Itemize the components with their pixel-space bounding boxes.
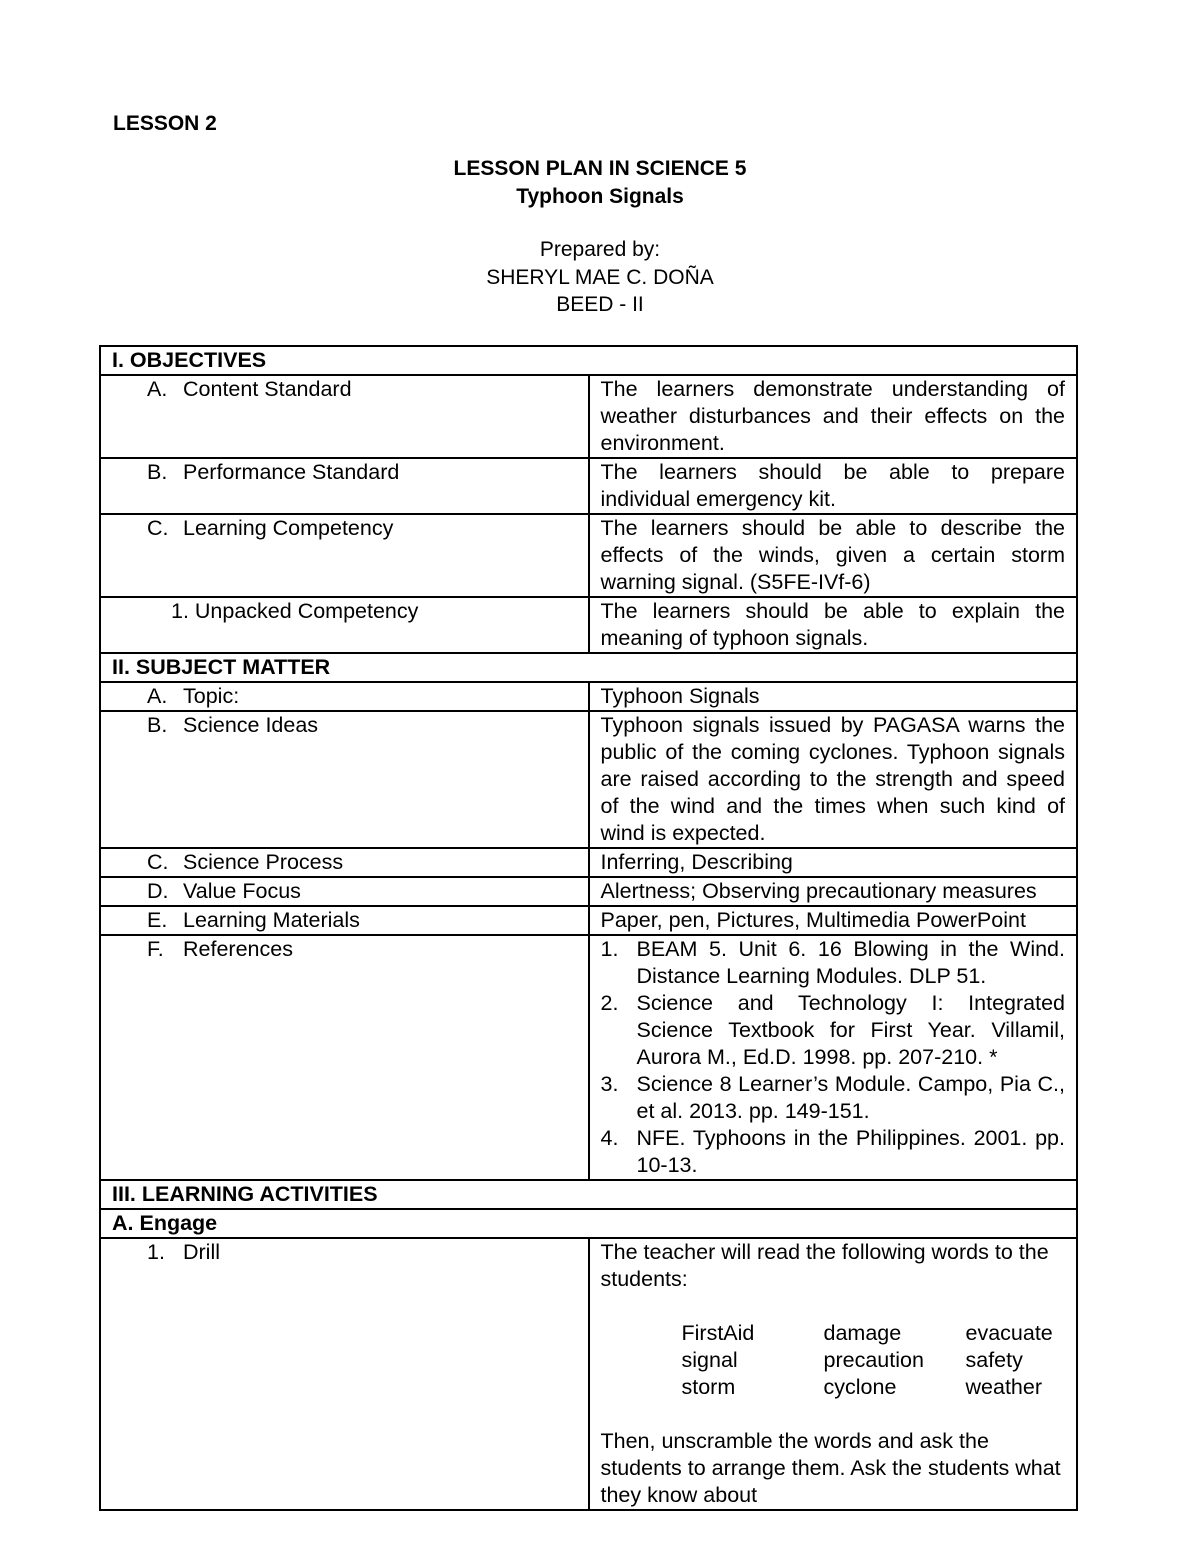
table-row [100,1238,1077,1510]
prepared-by-label: Prepared by: [539,238,661,261]
table-row [100,935,1077,1180]
table-row [100,514,1077,597]
subsection-engage [100,1209,1077,1238]
word: precaution [823,1348,924,1372]
word: storm [681,1375,736,1399]
row-value: The learners should be able to describe the effects of the winds, given a certain storm warning signal. (S5FE-IVf-6) [589,514,1078,597]
references-list [601,936,1066,1179]
row-value: Typhoon Signals [589,682,1078,711]
author-name: SHERYL MAE C. DOÑA [486,266,714,289]
table-row [100,682,1077,711]
section-objectives [100,346,1077,375]
row-label: A. Content Standard [100,375,589,458]
word: evacuate [965,1321,1053,1345]
section-heading: I. OBJECTIVES [100,346,1077,375]
row-label: C. Learning Competency [100,514,589,597]
table-row [100,848,1077,877]
table-row [100,877,1077,906]
word: cyclone [823,1375,897,1399]
document-title: LESSON PLAN IN SCIENCE 5 [453,157,747,180]
word: safety [965,1348,1023,1372]
row-label: A. Topic: [100,682,589,711]
row-value: Typhoon signals issued by PAGASA warns the public of the coming cyclones. Typhoon signals are raised according to the strength and speed of the wind and the times when such kind of wind is expected. [589,711,1078,848]
row-value: The learners should be able to prepare individual emergency kit. [589,458,1078,514]
list-item: 2. Science and Technology I: Integrated Science Textbook for First Year. Villamil, Aurora M., Ed.D. 1998. pp. 207-210. * [600,991,1065,1069]
row-label: E. Learning Materials [100,906,589,935]
word: weather [965,1375,1042,1399]
references-list-cell [589,935,1078,1180]
row-value: Alertness; Observing precautionary measures [589,877,1078,906]
drill-outro: Then, unscramble the words and ask the students to arrange them. Ask the students what they know about [600,1429,1061,1507]
table-row [100,458,1077,514]
table-row [100,597,1077,653]
section-heading: II. SUBJECT MATTER [100,653,1077,682]
document-subtitle: Typhoon Signals [516,185,684,208]
row-value: The learners should be able to explain the meaning of typhoon signals. [589,597,1078,653]
lesson-plan-table [99,345,1078,1511]
list-item: 3. Science 8 Learner’s Module. Campo, Pia C., et al. 2013. pp. 149-151. [600,1072,1065,1123]
row-label: F. References [100,935,589,1180]
row-label: B. Science Ideas [100,711,589,848]
row-label: 1. Drill [100,1238,589,1510]
word: FirstAid [681,1321,755,1345]
word: signal [681,1348,738,1372]
section-heading: III. LEARNING ACTIVITIES [100,1180,1077,1209]
row-value: Inferring, Describing [589,848,1078,877]
row-value: The learners demonstrate understanding of weather disturbances and their effects on the environment. [589,375,1078,458]
row-label: 1. Unpacked Competency [100,597,589,653]
list-item: 4. NFE. Typhoons in the Philippines. 2001. pp. 10-13. [600,1126,1065,1177]
row-label: D. Value Focus [100,877,589,906]
row-value: Paper, pen, Pictures, Multimedia PowerPoint [589,906,1078,935]
section-subject-matter [100,653,1077,682]
row-label: B. Performance Standard [100,458,589,514]
section-learning-activities [100,1180,1077,1209]
list-item: 1. BEAM 5. Unit 6. 16 Blowing in the Wind. Distance Learning Modules. DLP 51. [600,937,1065,988]
lesson-number: LESSON 2 [113,112,217,135]
row-label: C. Science Process [100,848,589,877]
word: damage [823,1321,902,1345]
author-course: BEED - II [556,293,644,316]
subsection-heading: A. Engage [100,1209,1077,1238]
table-row [100,375,1077,458]
table-row [100,906,1077,935]
drill-content [589,1238,1078,1510]
word-grid [682,1320,1066,1401]
drill-intro: The teacher will read the following words to the students: [600,1240,1049,1291]
table-row [100,711,1077,848]
